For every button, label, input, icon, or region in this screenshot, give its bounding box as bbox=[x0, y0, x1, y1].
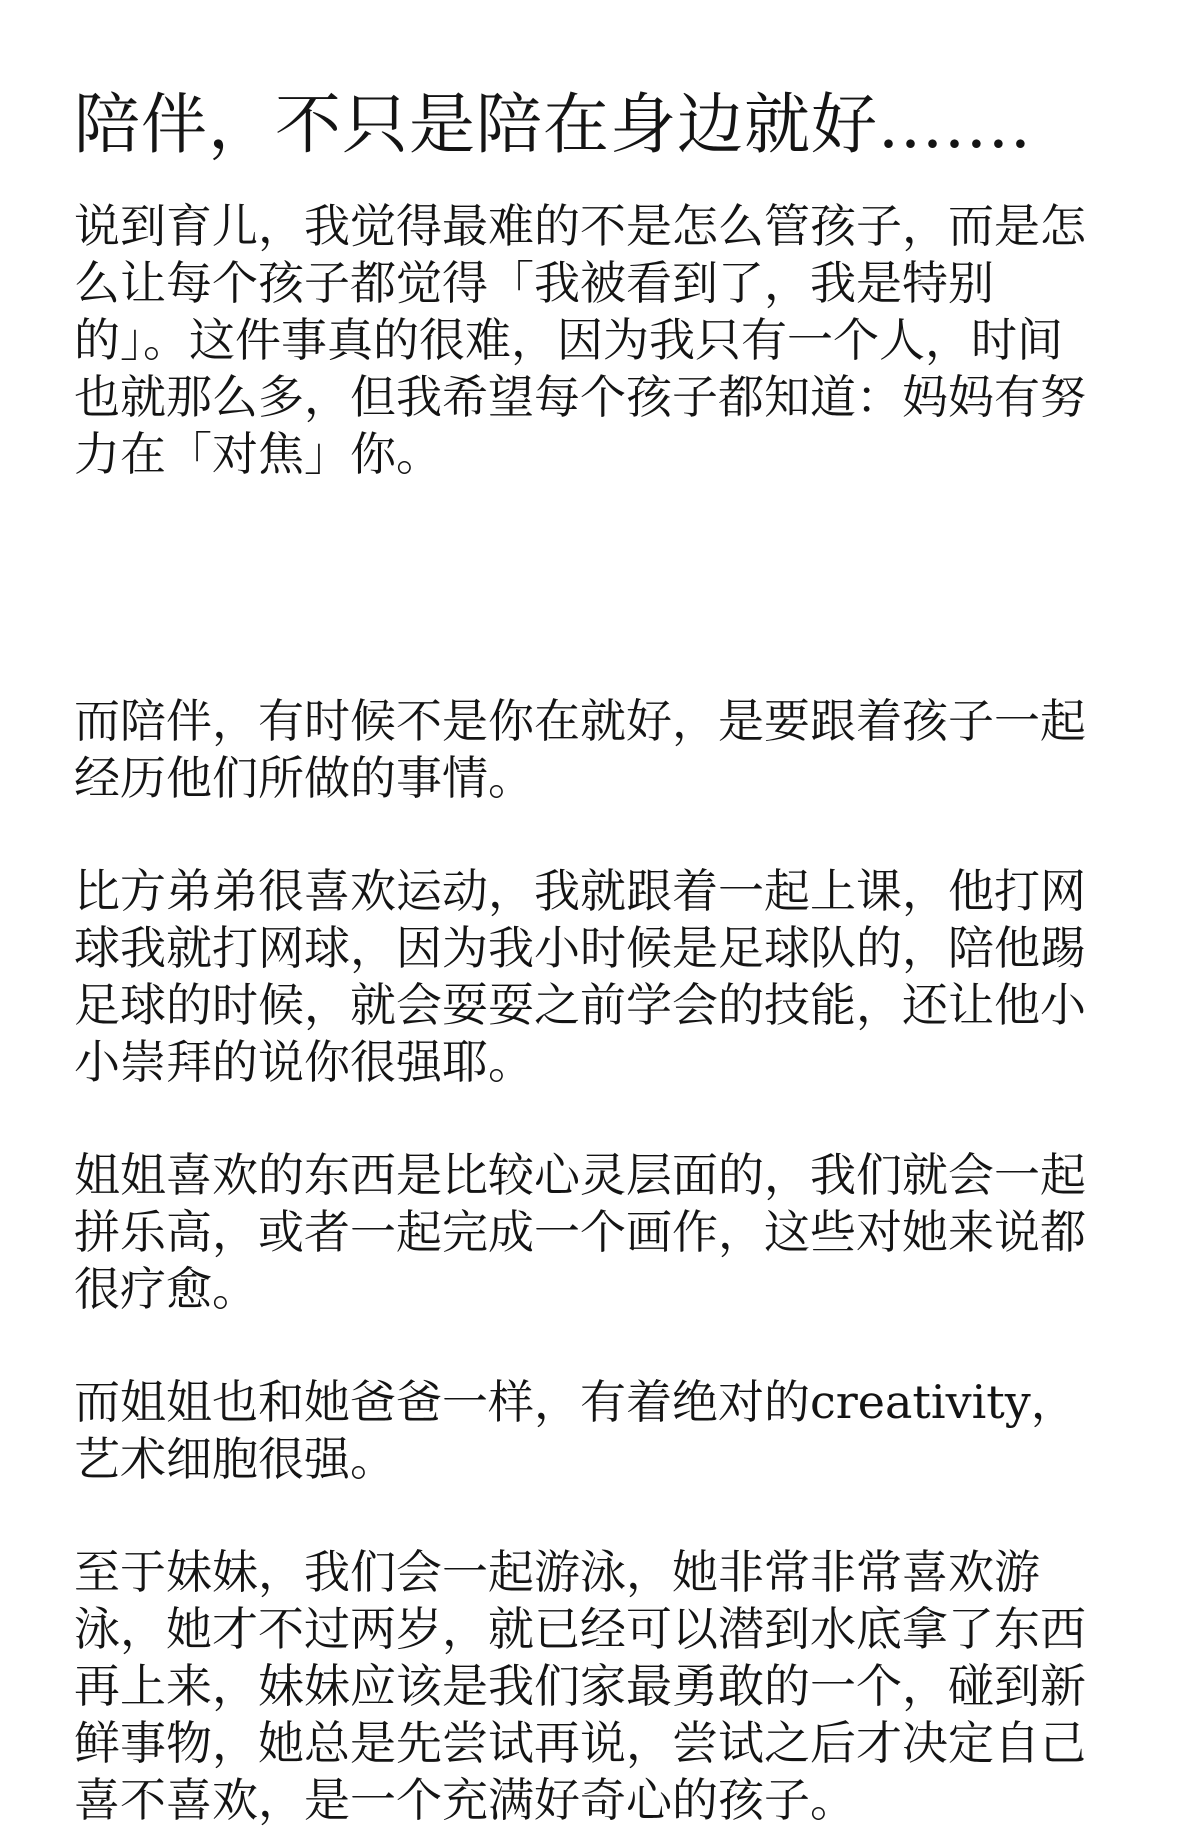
article bbox=[74, 0, 1114, 1829]
article-title: 陪伴，不只是陪在身边就好....... bbox=[74, 86, 1032, 163]
paragraph-brother: 比方弟弟很喜欢运动，我就跟着一起上课，他打网球我就打网球，因为我小时候是足球队的，陪他踢足球的时候，就会耍耍之前学会的技能，还让他小小崇拜的说你很强耶。 bbox=[74, 864, 1086, 1089]
paragraph-parenting-focus: 说到育儿，我觉得最难的不是怎么管孩子，而是怎么让每个孩子都觉得「我被看到了，我是特别的」。这件事真的很难，因为我只有一个人，时间也就那么多，但我希望每个孩子都知道：妈妈有努力在「对焦」你。 bbox=[74, 199, 1086, 481]
paragraph-elder-sister-creativity: 而姐姐也和她爸爸一样，有着绝对的creativity，艺术细胞很强。 bbox=[74, 1375, 1077, 1486]
paragraph-companionship: 而陪伴，有时候不是你在就好，是要跟着孩子一起经历他们所做的事情。 bbox=[74, 694, 1086, 805]
paragraph-elder-sister: 姐姐喜欢的东西是比较心灵层面的，我们就会一起拼乐高，或者一起完成一个画作，这些对她来说都很疗愈。 bbox=[74, 1148, 1086, 1316]
paragraph-younger-sister: 至于妹妹，我们会一起游泳，她非常非常喜欢游泳，她才不过两岁，就已经可以潜到水底拿了东西再上来，妹妹应该是我们家最勇敢的一个，碰到新鲜事物，她总是先尝试再说，尝试之后才决定自己喜不喜欢，是一个充满好奇心的孩子。 bbox=[74, 1545, 1086, 1827]
